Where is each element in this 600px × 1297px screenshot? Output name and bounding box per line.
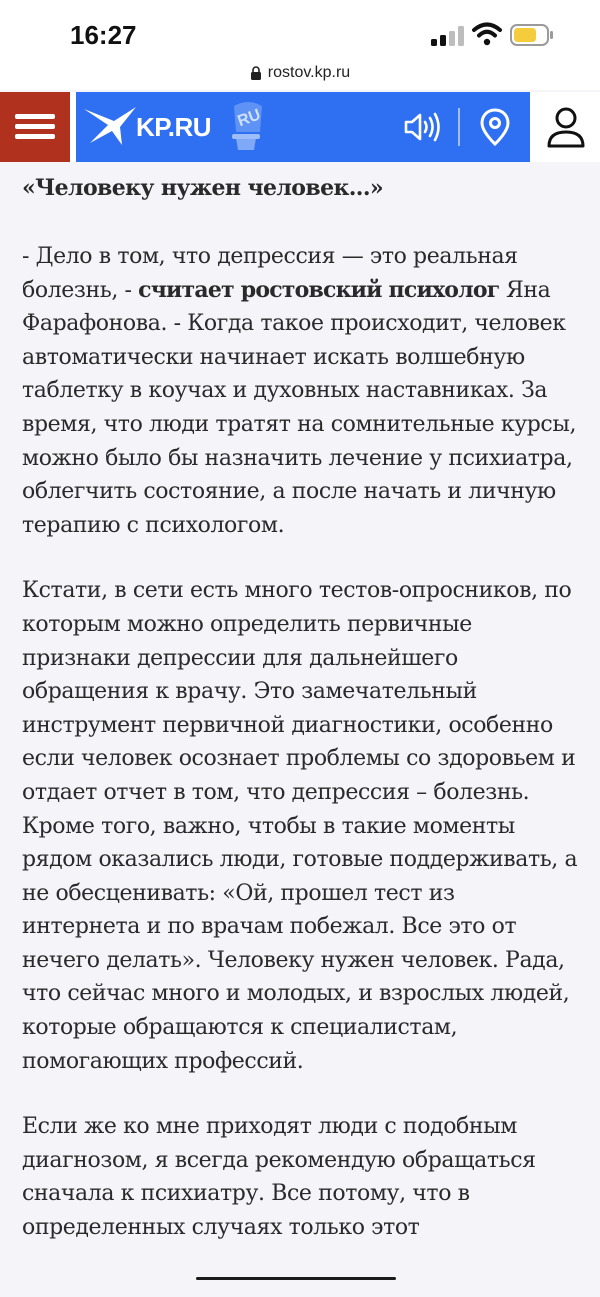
header-divider [458, 108, 460, 146]
brand-bar [76, 92, 530, 162]
url-text: rostov.kp.ru [267, 64, 351, 81]
cellular-signal-icon [431, 26, 465, 46]
paragraph-bold-text: считает ростовский психолог [138, 276, 500, 303]
paragraph-text: Яна Фарафонова. - Когда такое происходит, человек автоматически начинает искать волшебную таблетку в коучах и духовных наставниках. За время, что люди тратят на сомнительные курсы, можно было бы назначить лечение у психиатра, облегчить состояние, а после начать и личную терапию с психологом. [22, 277, 577, 538]
article-subheading: «Человеку нужен человек...» [22, 175, 384, 201]
kp-bird-logo-icon [82, 103, 138, 149]
battery-icon [510, 24, 554, 46]
article-paragraph: Кстати, в сети есть много тестов-опросников, по которым можно определить первичные признаки депрессии для дальнейшего обращения к врачу. Это замечательный инструмент первичной диагностики, особенно если человек осознает проблемы со здоровьем и отдает отчет в том, что депрессия – болезнь. Кроме того, важно, чтобы в такие моменты рядом оказались люди, готовые поддерживать, а не обесценивать: «Ой, прошел тест из интернета и по врачам побежал. Все это от нечего делать». Человеку нужен человек. Рада, что сейчас много и молодых, и взрослых людей, которые обращаются к специалистам, помогающих профессий. [22, 578, 578, 1074]
status-time: 16:27 [70, 20, 137, 50]
status-bar [0, 0, 600, 62]
location-pin-icon[interactable] [480, 108, 510, 146]
hamburger-icon-bar [15, 114, 55, 119]
article-paragraph: Если же ко мне приходят люди с подобным диагнозом, я всегда рекомендую обращаться сначала к психиатру. Все потому, что в определенных случаях только этот [22, 1114, 536, 1241]
wifi-icon [472, 22, 502, 46]
ru-pillar-badge-icon [226, 100, 270, 152]
lock-icon [250, 66, 262, 80]
paragraph-text: - Дело в том, что депрессия — это реальная болезнь, - [22, 244, 518, 303]
hamburger-icon-bar [15, 134, 55, 139]
article-body [22, 162, 578, 1245]
address-bar[interactable] [0, 56, 600, 90]
user-profile-icon[interactable] [546, 106, 586, 148]
ru-badge-text: RU [235, 106, 263, 131]
menu-button[interactable] [0, 92, 70, 162]
scroll-indicator [196, 1277, 396, 1280]
speaker-icon[interactable] [404, 111, 442, 143]
hamburger-icon-bar [15, 124, 55, 129]
logo-text: KP.RU [136, 112, 212, 142]
article-paragraph [22, 240, 578, 542]
site-header [0, 92, 600, 162]
